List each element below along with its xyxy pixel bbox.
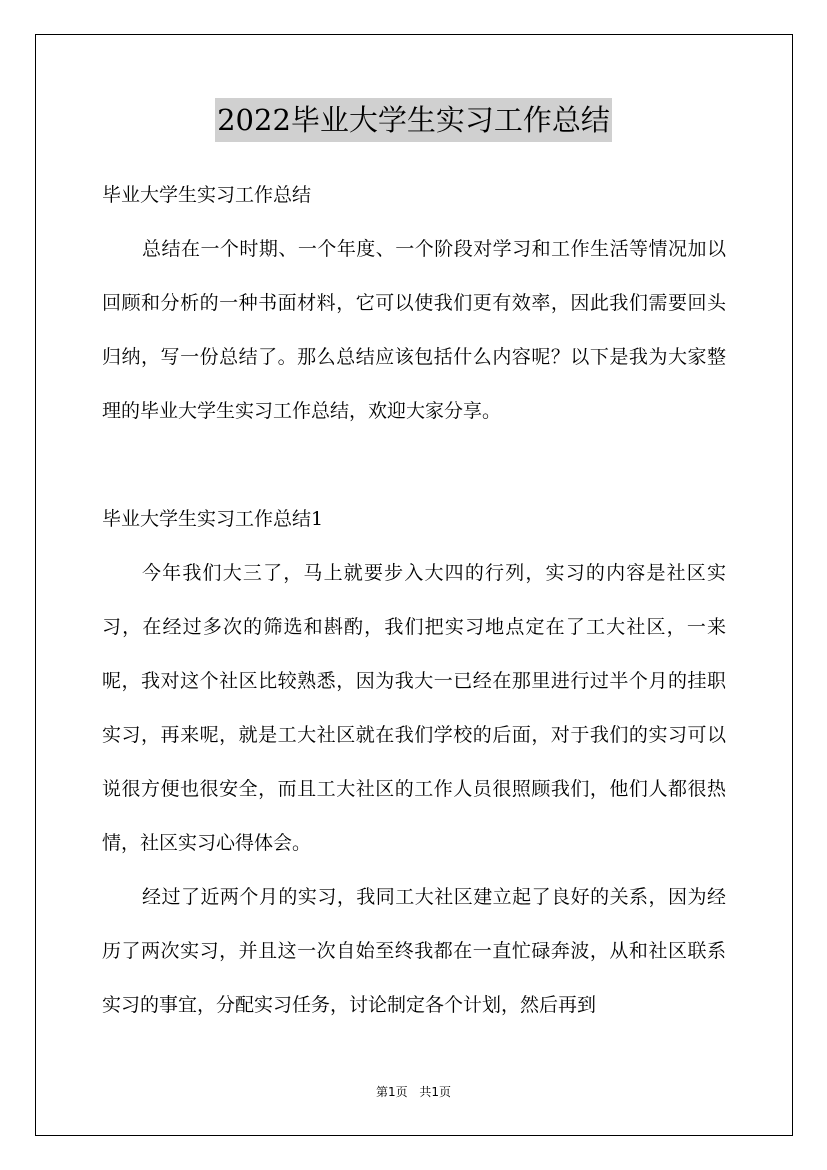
- title-container: [0, 98, 827, 142]
- intro-paragraph: 总结在一个时期、一个年度、一个阶段对学习和工作生活等情况加以回顾和分析的一种书面材料，它可以使我们更有效率，因此我们需要回头归纳，写一份总结了。那么总结应该包括什么内容呢？以下是我为大家整理的毕业大学生实习工作总结，欢迎大家分享。: [102, 238, 726, 422]
- body-paragraph-2: 经过了近两个月的实习，我同工大社区建立起了良好的关系，因为经历了两次实习，并且这一次自始至终我都在一直忙碌奔波，从和社区联系实习的事宜，分配实习任务，讨论制定各个计划，然后再到: [102, 886, 726, 1016]
- document-subtitle: 毕业大学生实习工作总结: [102, 184, 312, 206]
- document-body: [102, 168, 726, 1032]
- page-footer: [0, 1083, 827, 1100]
- page-number-current: 第1页: [375, 1085, 408, 1099]
- document-title: 2022毕业大学生实习工作总结: [215, 98, 612, 142]
- body-paragraph-1: 今年我们大三了，马上就要步入大四的行列，实习的内容是社区实习，在经过多次的筛选和斟酌，我们把实习地点定在了工大社区，一来呢，我对这个社区比较熟悉，因为我大一已经在那里进行过半个月的挂职实习，再来呢，就是工大社区就在我们学校的后面，对于我们的实习可以说很方便也很安全，而且工大社区的工作人员很照顾我们，他们人都很热情，社区实习心得体会。: [102, 562, 726, 854]
- section-heading: 毕业大学生实习工作总结1: [102, 508, 324, 530]
- page-number-total: 共1页: [419, 1085, 452, 1099]
